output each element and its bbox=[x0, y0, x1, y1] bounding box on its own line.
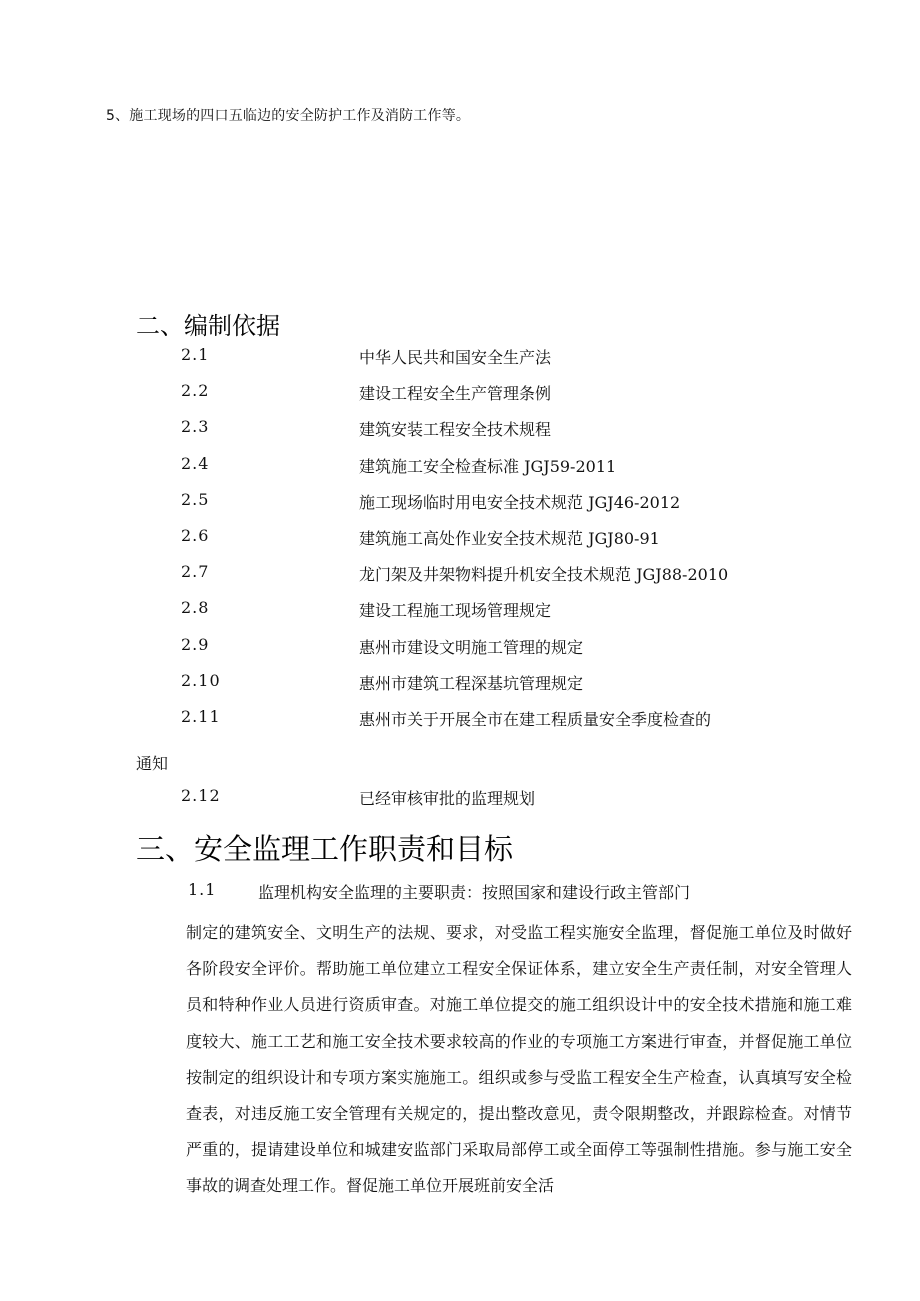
basis-item-text: 建筑施工安全检查标准 JGJ59-2011 bbox=[359, 456, 617, 476]
basis-item bbox=[0, 562, 920, 598]
basis-item-text: 施工现场临时用电安全技术规范 JGJ46-2012 bbox=[359, 492, 681, 512]
basis-item-number: 2.10 bbox=[181, 670, 221, 690]
basis-item-text: 惠州市建设文明施工管理的规定 bbox=[359, 637, 584, 657]
basis-item-number: 2.11 bbox=[181, 706, 221, 726]
basis-item-text: 龙门架及井架物料提升机安全技术规范 JGJ88-2010 bbox=[359, 565, 729, 585]
intro-item-5: 5、施工现场的四口五临边的安全防护工作及消防工作等。 bbox=[106, 108, 471, 124]
basis-item bbox=[0, 490, 920, 526]
basis-item-text: 建筑施工高处作业安全技术规范 JGJ80-91 bbox=[359, 528, 660, 548]
basis-item bbox=[0, 454, 920, 490]
basis-item bbox=[0, 786, 920, 810]
section-2-heading: 二、编制依据 bbox=[136, 312, 280, 340]
basis-item-number: 2.3 bbox=[181, 417, 210, 437]
basis-item bbox=[0, 381, 920, 417]
duty-paragraph: 制定的建筑安全、文明生产的法规、要求，对受监工程实施安全监理，督促施工单位及时做好各阶段安全评价。帮助施工单位建立工程安全保证体系，建立安全生产责任制，对安全管理人员和特种作业人员进行资质审查。对施工单位提交的施工组织设计中的安全技术措施和施工难度较大、施工工艺和施工安全技术要求较高的作业的专项施工方案进行审查，并督促施工单位按制定的组织设计和专项方案实施施工。组织或参与受监工程安全生产检查，认真填写安全检查表，对违反施工安全管理有关规定的，提出整改意见，责令限期整改，并跟踪检查。对情节严重的，提请建设单位和城建安监部门采取局部停工或全面停工等强制性措施。参与施工安全事故的调查处理工作。督促施工单位开展班前安全活 bbox=[186, 923, 852, 1196]
basis-item-number: 2.5 bbox=[181, 489, 210, 509]
basis-item-text: 惠州市关于开展全市在建工程质量安全季度检查的 bbox=[359, 709, 712, 729]
basis-list bbox=[0, 345, 920, 743]
basis-item-number: 2.8 bbox=[181, 598, 210, 618]
duty-heading-row bbox=[0, 880, 920, 904]
basis-item-number: 2.2 bbox=[181, 381, 210, 401]
basis-item-number: 2.4 bbox=[181, 453, 210, 473]
basis-item-number: 2.1 bbox=[181, 345, 210, 364]
basis-item-text: 建设工程安全生产管理条例 bbox=[359, 384, 552, 404]
section-3-heading: 三、安全监理工作职责和目标 bbox=[136, 832, 514, 866]
basis-item-number: 2.7 bbox=[181, 562, 210, 582]
basis-item bbox=[0, 526, 920, 562]
basis-item-text: 建设工程施工现场管理规定 bbox=[359, 601, 552, 621]
basis-item bbox=[0, 707, 920, 743]
basis-item bbox=[0, 345, 920, 381]
basis-item-text: 惠州市建筑工程深基坑管理规定 bbox=[359, 673, 584, 693]
duty-heading: 监理机构安全监理的主要职责：按照国家和建设行政主管部门 bbox=[258, 883, 691, 902]
basis-item bbox=[0, 671, 920, 707]
basis-item-number: 2.12 bbox=[181, 786, 221, 805]
basis-item-text: 建筑安装工程安全技术规程 bbox=[359, 420, 552, 440]
basis-item bbox=[0, 598, 920, 634]
duty-number: 1.1 bbox=[188, 880, 217, 899]
basis-item bbox=[0, 417, 920, 453]
basis-item-11-continuation: 通知 bbox=[136, 754, 169, 773]
basis-item-text: 已经审核审批的监理规划 bbox=[359, 789, 536, 808]
basis-item-number: 2.6 bbox=[181, 525, 210, 545]
basis-item bbox=[0, 635, 920, 671]
basis-item-number: 2.9 bbox=[181, 634, 210, 654]
basis-item-text: 中华人民共和国安全生产法 bbox=[359, 348, 552, 367]
